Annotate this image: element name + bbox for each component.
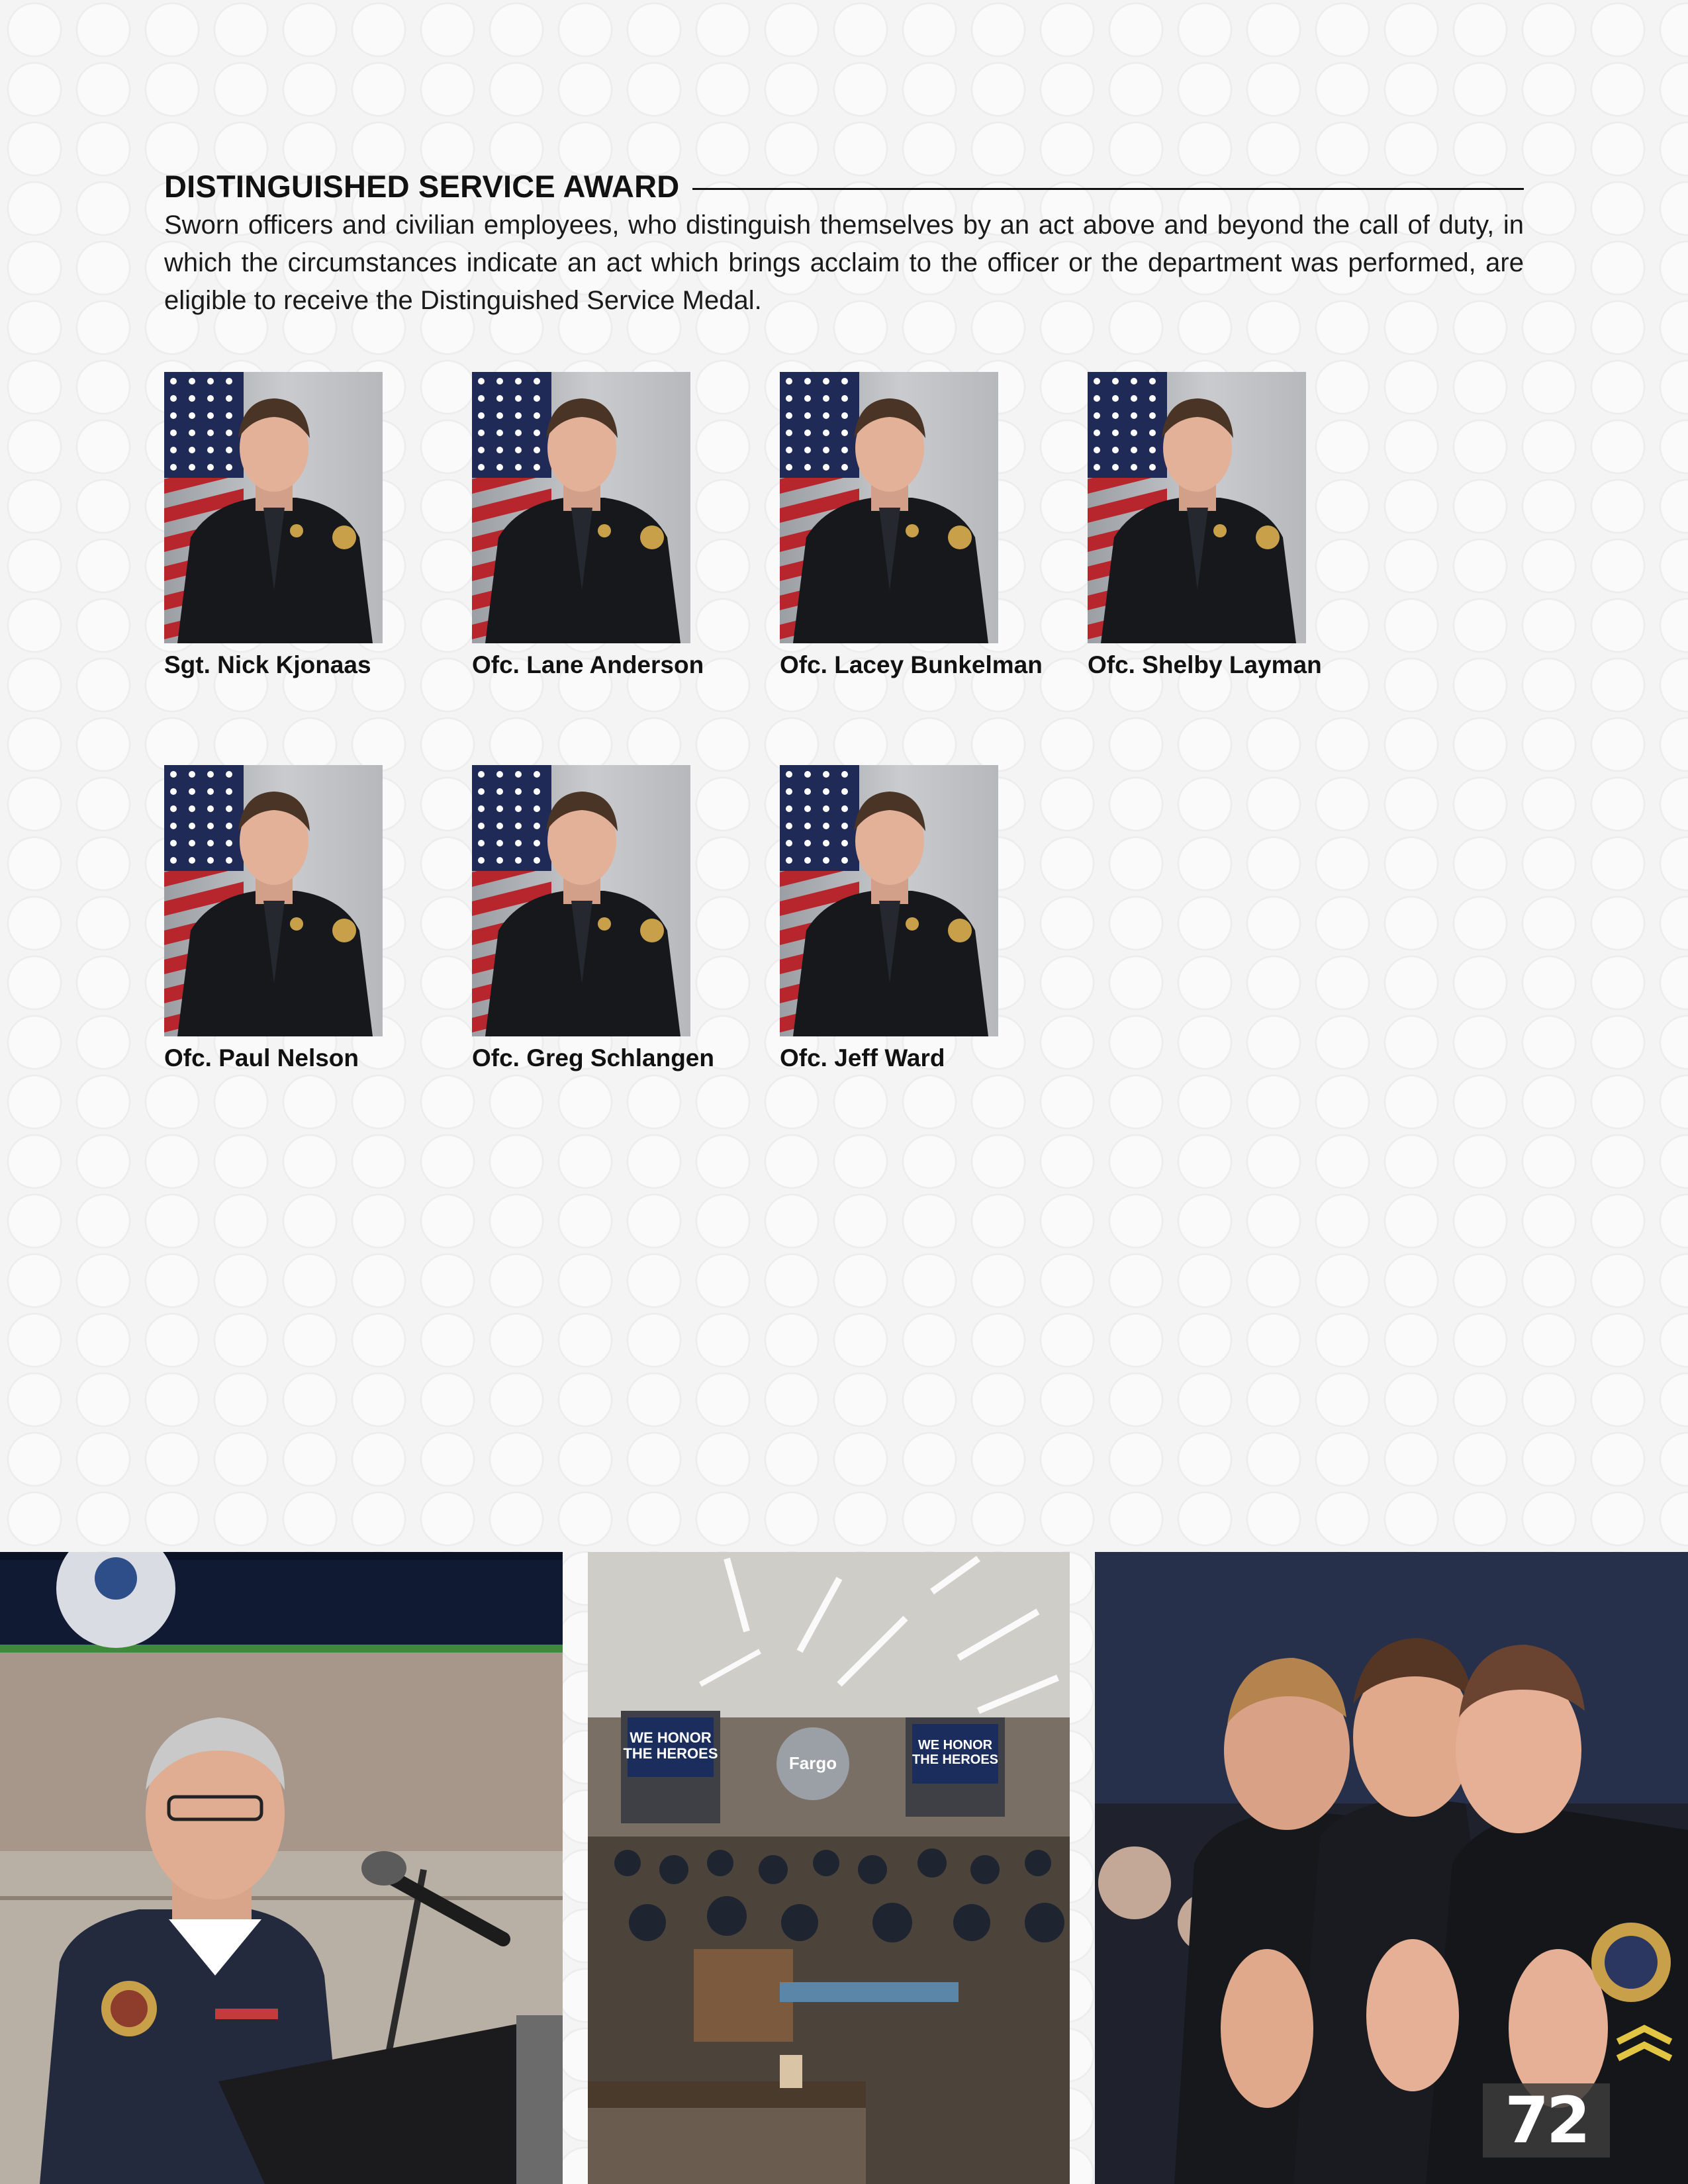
officer-name: Ofc. Shelby Layman	[1088, 651, 1322, 678]
heading-rule	[692, 188, 1524, 190]
section-title: DISTINGUISHED SERVICE AWARD	[164, 168, 680, 204]
officer-card	[1088, 372, 1322, 678]
officer-name: Ofc. Paul Nelson	[164, 1044, 359, 1071]
svg-text:Fargo: Fargo	[788, 1753, 837, 1773]
officer-name: Ofc. Greg Schlangen	[472, 1044, 714, 1071]
officer-name: Ofc. Jeff Ward	[780, 1044, 945, 1071]
officer-card	[780, 372, 1043, 678]
officer-name: Ofc. Lacey Bunkelman	[780, 651, 1043, 678]
officer-name: Sgt. Nick Kjonaas	[164, 651, 371, 678]
officer-card	[472, 765, 714, 1071]
officer-card	[164, 372, 383, 678]
section-description: Sworn officers and civilian employees, who distinguish themselves by an act above and beyond the call of duty, in which the circumstances indicate an act which brings acclaim to the officer or the department was performed, are eligible to receive the Distinguished Service Medal.	[164, 210, 1524, 315]
officer-portrait	[1088, 372, 1306, 643]
officer-portrait	[472, 765, 690, 1036]
officer-card	[472, 372, 704, 678]
officer-portrait	[780, 765, 998, 1036]
section-heading-row	[164, 165, 1524, 206]
officer-portrait	[164, 372, 383, 643]
officer-card	[780, 765, 998, 1071]
svg-text:THE HEROES: THE HEROES	[623, 1745, 718, 1762]
officer-name: Ofc. Lane Anderson	[472, 651, 704, 678]
officer-card	[164, 765, 383, 1071]
photo-ceremony-room	[588, 1552, 1070, 2184]
officer-portrait	[472, 372, 690, 643]
svg-text:THE HEROES: THE HEROES	[912, 1752, 999, 1767]
page-number: 72	[1483, 2083, 1610, 2158]
photo-speaker-at-podium	[0, 1552, 563, 2184]
officer-portrait	[780, 372, 998, 643]
svg-text:WE HONOR: WE HONOR	[917, 1738, 993, 1752]
svg-text:WE HONOR: WE HONOR	[630, 1729, 712, 1746]
officer-portrait	[164, 765, 383, 1036]
